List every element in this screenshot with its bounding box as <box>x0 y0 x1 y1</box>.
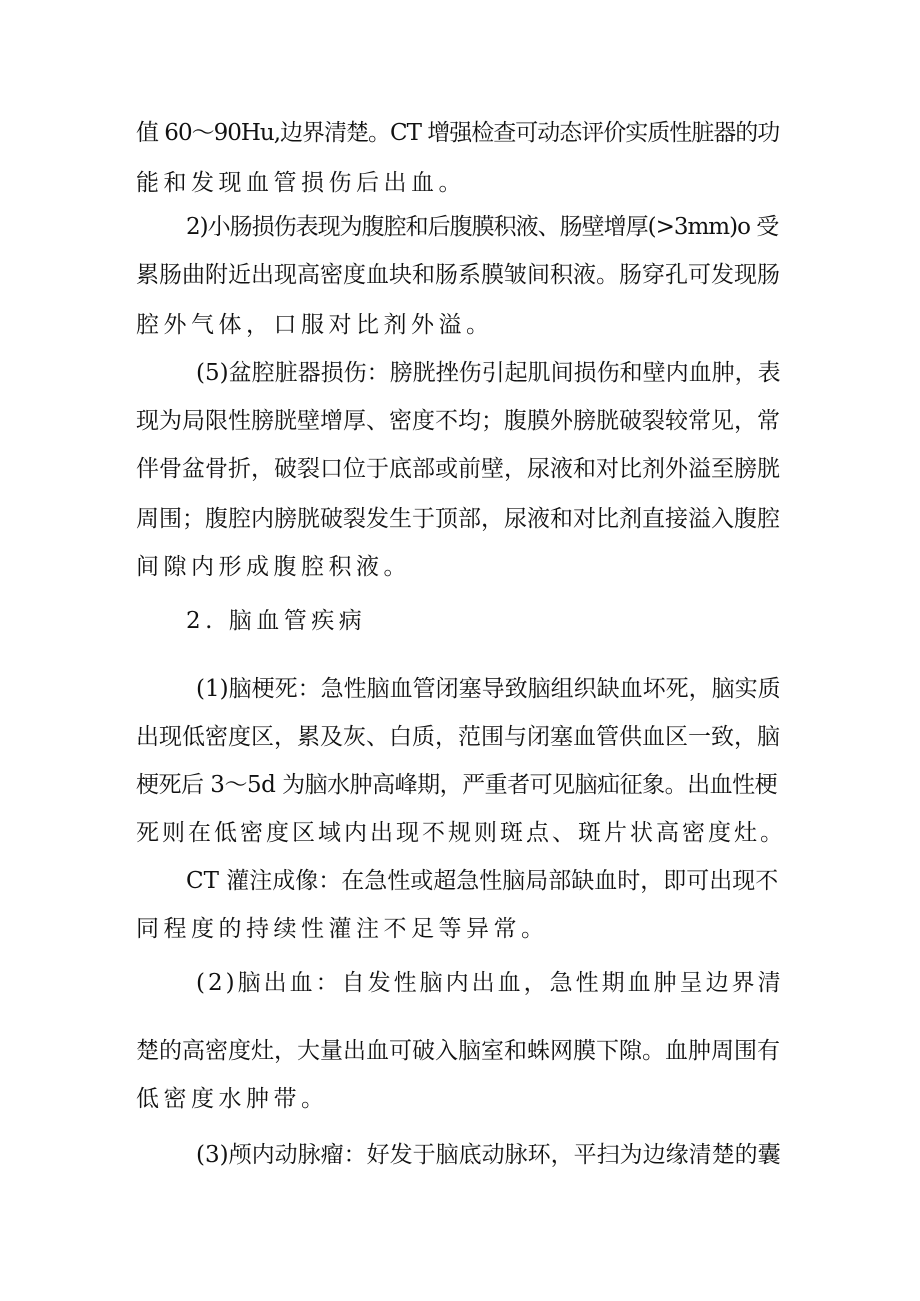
text-line: CT 灌注成像：在急性或超急性脑局部缺血时，即可出现不 <box>186 868 779 894</box>
text-line: (3)颅内动脉瘤：好发于脑底动脉环，平扫为边缘清楚的囊 <box>196 1142 781 1168</box>
text-line: 腔外气体，口服对比剂外溢。 <box>136 312 494 338</box>
section-heading: 2. 脑血管疾病 <box>186 608 367 634</box>
text-line: 楚的高密度灶，大量出血可破入脑室和蛛网膜下隙。血肿周围有 <box>136 1038 780 1064</box>
text-line: 梗死后 3～5d 为脑水肿高峰期，严重者可见脑疝征象。出血性梗 <box>136 772 778 798</box>
text-line: 现为局限性膀胱壁增厚、密度不均；腹膜外膀胱破裂较常见，常 <box>136 408 780 434</box>
text-line: 死则在低密度区域内出现不规则斑点、斑片状高密度灶。 <box>136 820 786 846</box>
text-line: (1)脑梗死：急性脑血管闭塞导致脑组织缺血坏死，脑实质 <box>196 676 781 702</box>
text-line: 低密度水肿带。 <box>136 1086 329 1112</box>
text-line: 2)小肠损伤表现为腹腔和后腹膜积液、肠壁增厚(>3mm)o 受 <box>186 214 779 240</box>
text-line: 能和发现血管损伤后出血。 <box>136 170 466 196</box>
text-line: 伴骨盆骨折，破裂口位于底部或前壁，尿液和对比剂外溢至膀胱 <box>136 456 780 482</box>
text-line: (2)脑出血：自发性脑内出血，急性期血肿呈边界清 <box>196 970 784 996</box>
text-line: 出现低密度区，累及灰、白质，范围与闭塞血管供血区一致，脑 <box>136 724 780 750</box>
text-line: (5)盆腔脏器损伤：膀胱挫伤引起肌间损伤和壁内血肿，表 <box>196 360 781 386</box>
text-line: 累肠曲附近出现高密度血块和肠系膜皱间积液。肠穿孔可发现肠 <box>136 262 780 288</box>
text-line: 值 60～90Hu,边界清楚。CT 增强检查可动态评价实质性脏器的功 <box>136 120 780 146</box>
text-line: 同程度的持续性灌注不足等异常。 <box>136 916 549 942</box>
text-line: 间隙内形成腹腔积液。 <box>136 554 411 580</box>
text-line: 周围；腹腔内膀胱破裂发生于顶部，尿液和对比剂直接溢入腹腔 <box>136 506 780 532</box>
